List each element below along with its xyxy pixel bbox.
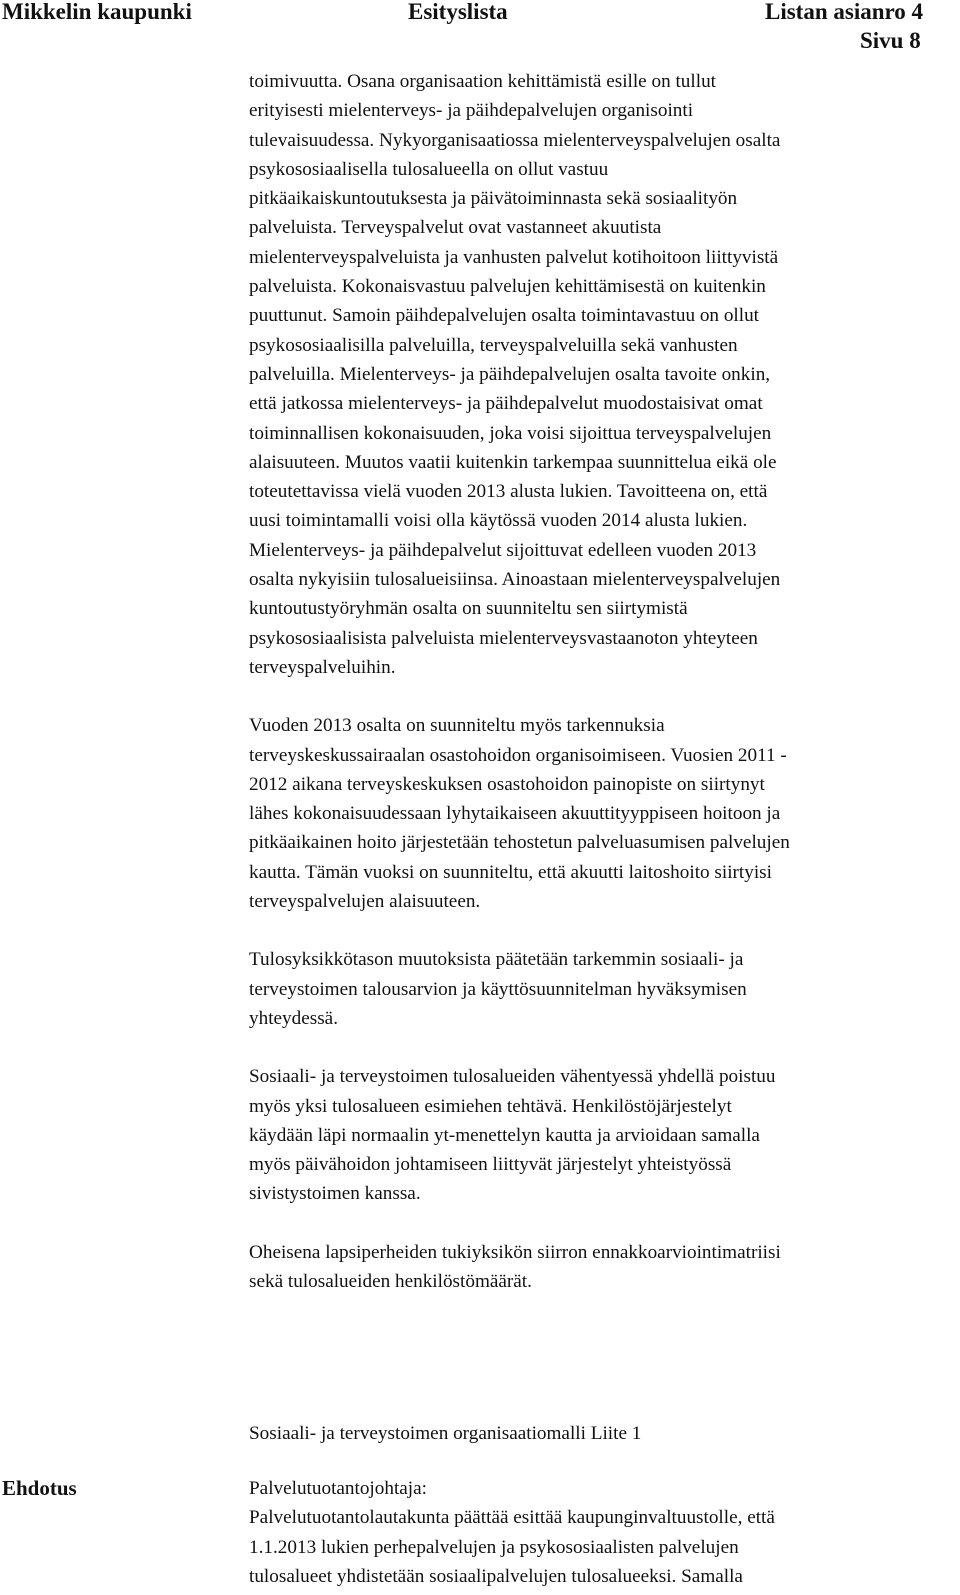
paragraph-3: Tulosyksikkötason muutoksista päätetään tarkemmin sosiaali- ja terveystoimen talousarvion ja käyttösuunnitelman hyväksymisen yhteydessä. <box>249 949 747 1029</box>
header-item: Listan asianro 4 <box>765 0 924 24</box>
header-page-number: Sivu 8 <box>860 28 921 53</box>
proposal-section <box>249 1474 949 1591</box>
paragraph-1: toimivuutta. Osana organisaation kehittämistä esille on tullut erityisesti mielenterveys- ja päihdepalvelujen organisointi tulevaisuudessa. Nykyorganisaatiossa mielenterveyspalvelujen osalta psykososiaalisella tulosalueella on ollut vastuu pitkäaikaiskuntoutuksesta ja päivätoiminnasta sekä sosiaalityön palveluista. Terveyspalvelut ovat vastanneet akuutista mielenterveyspalveluista ja vanhusten palvelut kotihoitoon liittyvistä palveluista. Kokonaisvastuu palvelujen kehittämisestä on kuitenkin puuttunut. Samoin päihdepalvelujen osalta toimintavastuu on ollut psykososiaalisilla palveluilla, terveyspalveluilla sekä vanhusten palveluilla. Mielenterveys- ja päihdepalvelujen osalta tavoite onkin, että jatkossa mielenterveys- ja päihdepalvelut muodostaisivat omat toiminnallisen kokonaisuuden, joka voisi sijoittua terveyspalvelujen alaisuuteen. Muutos vaatii kuitenkin tarkempaa suunnittelua eikä ole toteutettavissa vielä vuoden 2013 alusta lukien. Tavoitteena on, että uusi toimintamalli voisi olla käytössä vuoden 2014 alusta lukien. Mielenterveys- ja päihdepalvelut sijoittuvat edelleen vuoden 2013 osalta nykyisiin tulosalueisiinsa. Ainoastaan mielenterveyspalvelujen kuntoutustyöryhmän osalta on suunniteltu sen siirtymistä psykososiaalisista palveluista mielenterveysvastaanoton yhteyteen terveyspalveluihin. <box>249 71 781 678</box>
proposal-text: Palvelutuotantolautakunta päättää esittää kaupunginvaltuustolle, että 1.1.2013 lukien perhepalvelujen ja psykososiaalisten palvelujen tulosalueet yhdistetään sosiaalipalvelujen tulosalueeksi. Samalla <box>249 1507 775 1587</box>
header-doc-type: Esityslista <box>408 0 508 24</box>
annex-reference: Sosiaali- ja terveystoimen organisaatiomalli Liite 1 <box>249 1423 642 1444</box>
header-org: Mikkelin kaupunki <box>2 0 192 24</box>
proposal-label: Ehdotus <box>2 1476 77 1500</box>
body-text <box>249 67 949 1296</box>
proposal-role: Palvelutuotantojohtaja: <box>249 1478 427 1499</box>
paragraph-5: Oheisena lapsiperheiden tukiyksikön siirron ennakkoarviointimatriisi sekä tulosalueiden henkilöstömäärät. <box>249 1241 781 1292</box>
paragraph-2: Vuoden 2013 osalta on suunniteltu myös tarkennuksia terveyskeskussairaalan osastohoidon organisoimiseen. Vuosien 2011 - 2012 aikana terveyskeskuksen osastohoidon painopiste on siirtynyt lähes kokonaisuudessaan lyhytaikaiseen akuuttityyppiseen hoitoon ja pitkäaikainen hoito järjestetään tehostetun palveluasumisen palvelujen kautta. Tämän vuoksi on suunniteltu, että akuutti laitoshoito siirtyisi terveyspalvelujen alaisuuteen. <box>249 715 790 913</box>
paragraph-4: Sosiaali- ja terveystoimen tulosalueiden vähentyessä yhdellä poistuu myös yksi tulosalueen esimiehen tehtävä. Henkilöstöjärjestelyt käydään läpi normaalin yt-menettelyn kautta ja arvioidaan samalla myös päivähoidon johtamiseen liittyvät järjestelyt yhteistyössä sivistystoimen kanssa. <box>249 1066 776 1205</box>
